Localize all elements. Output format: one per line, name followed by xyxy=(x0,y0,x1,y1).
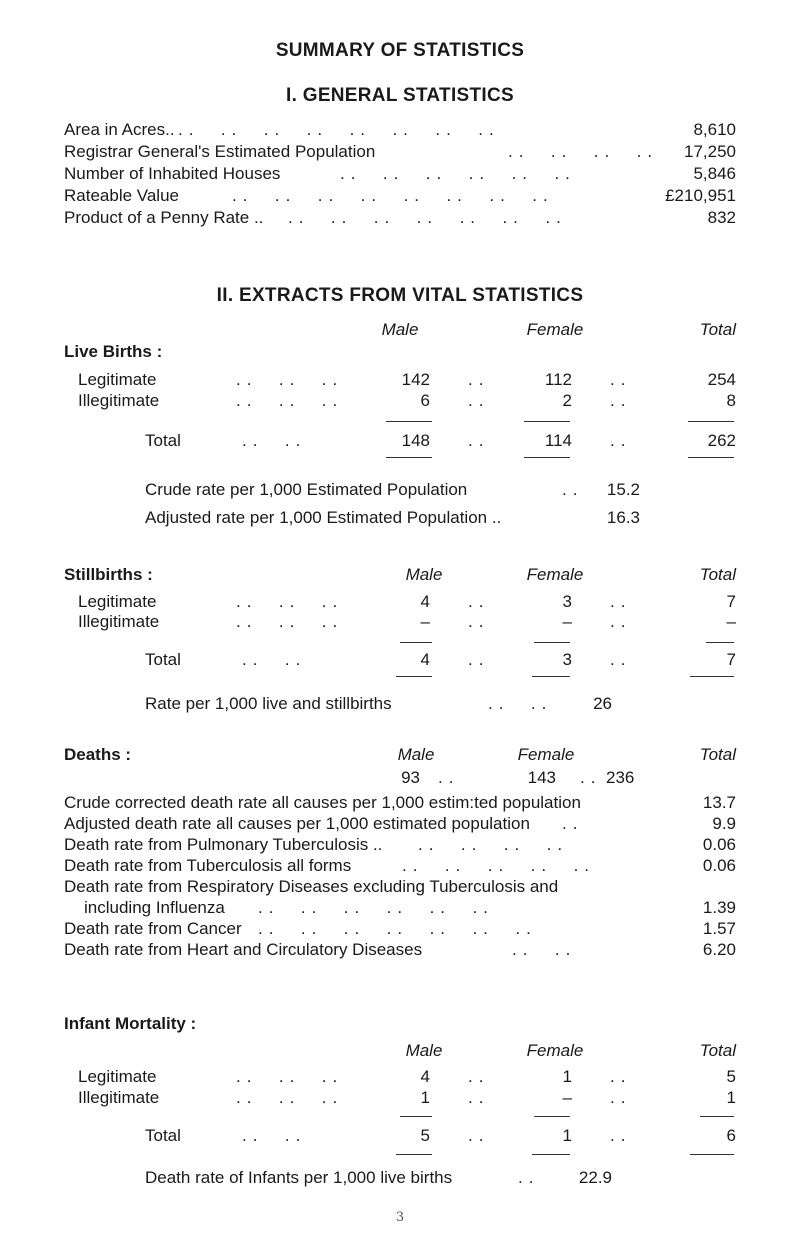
death-rate-value: 1.39 xyxy=(702,898,736,917)
sum-rule xyxy=(400,1116,432,1117)
deaths-male-value: 93 xyxy=(401,768,420,787)
adjusted-rate-label: Adjusted rate per 1,000 Estimated Population .. xyxy=(145,508,502,527)
deaths-total-value: 236 xyxy=(606,768,635,787)
column-header-total: Total xyxy=(699,745,736,764)
leader-dots: .. xyxy=(610,431,632,450)
sum-rule xyxy=(386,421,432,422)
death-rate-value: 9.9 xyxy=(712,814,736,833)
deaths-label: Deaths : xyxy=(64,745,132,764)
leader-dots: .. xyxy=(468,370,490,389)
death-rate-value: 0.06 xyxy=(702,835,736,854)
sum-rule xyxy=(690,676,734,677)
total-value: 8 xyxy=(726,391,736,410)
row-label: Total xyxy=(145,650,181,669)
sum-rule xyxy=(396,1154,432,1155)
leader-dots: .. .. .. xyxy=(236,612,344,631)
column-header-female: Female xyxy=(517,745,575,764)
leader-dots: .. .. .. xyxy=(236,370,344,389)
row-label: Illegitimate xyxy=(78,1088,160,1107)
page-title: SUMMARY OF STATISTICS xyxy=(275,40,525,61)
infant-mortality-label: Infant Mortality : xyxy=(64,1014,197,1033)
death-rate-label: Death rate from Respiratory Diseases excluding Tuberculosis and xyxy=(64,877,559,896)
sum-rule xyxy=(400,642,432,643)
male-value: 5 xyxy=(420,1126,430,1145)
female-value: 114 xyxy=(544,431,572,450)
leader-dots: .. xyxy=(518,1168,540,1187)
page-number: 3 xyxy=(395,1210,405,1225)
sum-rule xyxy=(396,676,432,677)
column-header-total: Total xyxy=(699,1041,736,1060)
leader-dots: .. .. xyxy=(488,694,553,713)
adjusted-rate-value: 16.3 xyxy=(606,508,640,527)
stillbirth-rate-label: Rate per 1,000 live and stillbirths xyxy=(145,694,392,713)
leader-dots: .. xyxy=(468,431,490,450)
sum-rule xyxy=(532,1154,570,1155)
female-value: – xyxy=(562,1088,572,1107)
male-value: 142 xyxy=(401,370,430,389)
male-value: 4 xyxy=(420,650,430,669)
row-label: Total xyxy=(145,1126,181,1145)
leader-dots: .. xyxy=(468,1126,490,1145)
total-value: 254 xyxy=(707,370,736,389)
general-heading: I. GENERAL STATISTICS xyxy=(286,85,514,106)
male-value: 1 xyxy=(420,1088,430,1107)
male-value: 148 xyxy=(401,431,430,450)
stillbirths-label: Stillbirths : xyxy=(64,565,153,584)
leader-dots: .. .. .. .. .. .. xyxy=(258,898,494,917)
total-value: 6 xyxy=(726,1126,736,1145)
sum-rule xyxy=(524,421,570,422)
column-header-male: Male xyxy=(405,1041,443,1060)
female-value: 3 xyxy=(562,650,572,669)
leader-dots: .. xyxy=(610,370,632,389)
leader-dots: .. .. .. xyxy=(236,592,344,611)
leader-dots: .. xyxy=(468,650,490,669)
column-header-male: Male xyxy=(405,565,443,584)
row-label: Legitimate xyxy=(78,370,157,389)
leader-dots: .. .. xyxy=(242,650,307,669)
leader-dots: .. .. .. xyxy=(236,1067,344,1086)
general-row-label: Registrar General's Estimated Population xyxy=(64,142,376,161)
male-value: 6 xyxy=(420,391,430,410)
leader-dots: .. xyxy=(610,650,632,669)
leader-dots: .. xyxy=(610,391,632,410)
leader-dots: .. .. .. .. .. .. .. .. xyxy=(232,186,554,205)
leader-dots: .. xyxy=(438,768,460,787)
infant-rate-label: Death rate of Infants per 1,000 live births xyxy=(145,1168,453,1187)
leader-dots: .. .. .. .. xyxy=(508,142,659,161)
leader-dots: .. .. .. .. .. .. xyxy=(340,164,576,183)
row-label: Legitimate xyxy=(78,1067,157,1086)
leader-dots: .. .. .. .. xyxy=(418,835,569,854)
female-value: – xyxy=(562,612,572,631)
leader-dots: .. .. xyxy=(512,940,577,959)
sum-rule xyxy=(706,642,734,643)
leader-dots: .. xyxy=(562,480,584,499)
death-rate-label: Adjusted death rate all causes per 1,000 estimated population xyxy=(64,814,530,833)
leader-dots: .. xyxy=(468,391,490,410)
live-births-label: Live Births : xyxy=(64,342,163,361)
total-value: 5 xyxy=(726,1067,736,1086)
stillbirth-rate-value: 26 xyxy=(593,694,612,713)
death-rate-value: 1.57 xyxy=(702,919,736,938)
leader-dots: .. .. xyxy=(242,431,307,450)
leader-dots: .. .. .. .. .. .. .. .. xyxy=(178,120,500,139)
column-header-male: Male xyxy=(397,745,435,764)
male-value: – xyxy=(420,612,430,631)
sum-rule xyxy=(534,1116,570,1117)
sum-rule xyxy=(524,457,570,458)
death-rate-label: Crude corrected death rate all causes per 1,000 estim:ted population xyxy=(64,793,581,812)
total-value: – xyxy=(726,612,736,631)
leader-dots: .. .. .. .. .. xyxy=(402,856,596,875)
death-rate-label: Death rate from Tuberculosis all forms xyxy=(64,856,352,875)
row-label: Illegitimate xyxy=(78,612,160,631)
death-rate-label: Death rate from Pulmonary Tuberculosis .. xyxy=(64,835,383,854)
leader-dots: .. xyxy=(468,1067,490,1086)
leader-dots: .. xyxy=(468,612,490,631)
row-label: Total xyxy=(145,431,181,450)
total-value: 7 xyxy=(726,592,736,611)
female-value: 1 xyxy=(562,1126,572,1145)
crude-rate-value: 15.2 xyxy=(606,480,640,499)
female-value: 3 xyxy=(562,592,572,611)
sum-rule xyxy=(690,1154,734,1155)
leader-dots: .. xyxy=(610,1088,632,1107)
infant-rate-value: 22.9 xyxy=(578,1168,612,1187)
general-row-value: 17,250 xyxy=(684,142,736,161)
general-row-value: 832 xyxy=(707,208,736,227)
leader-dots: .. xyxy=(610,612,632,631)
column-header-total: Total xyxy=(699,565,736,584)
sum-rule xyxy=(386,457,432,458)
sum-rule xyxy=(688,421,734,422)
leader-dots: .. xyxy=(610,1126,632,1145)
male-value: 4 xyxy=(420,1067,430,1086)
death-rate-label: including Influenza xyxy=(84,898,225,917)
death-rate-value: 6.20 xyxy=(702,940,736,959)
column-header-female: Female xyxy=(526,565,584,584)
general-row-value: 8,610 xyxy=(693,120,736,139)
female-value: 2 xyxy=(562,391,572,410)
female-value: 1 xyxy=(562,1067,572,1086)
leader-dots: .. xyxy=(580,768,602,787)
crude-rate-label: Crude rate per 1,000 Estimated Population xyxy=(145,480,468,499)
death-rate-label: Death rate from Cancer xyxy=(64,919,242,938)
sum-rule xyxy=(688,457,734,458)
sum-rule xyxy=(532,676,570,677)
general-row-label: Area in Acres.. xyxy=(64,120,175,139)
vital-heading: II. EXTRACTS FROM VITAL STATISTICS xyxy=(216,285,584,306)
general-row-value: 5,846 xyxy=(693,164,736,183)
deaths-female-value: 143 xyxy=(527,768,556,787)
row-label: Illegitimate xyxy=(78,391,160,410)
leader-dots: .. .. .. .. .. .. .. xyxy=(258,919,537,938)
death-rate-value: 13.7 xyxy=(702,793,736,812)
general-row-label: Product of a Penny Rate .. xyxy=(64,208,264,227)
total-value: 7 xyxy=(726,650,736,669)
death-rate-label: Death rate from Heart and Circulatory Diseases xyxy=(64,940,423,959)
sum-rule xyxy=(700,1116,734,1117)
leader-dots: .. .. .. xyxy=(236,1088,344,1107)
column-header-male: Male xyxy=(381,320,419,339)
leader-dots: .. .. xyxy=(242,1126,307,1145)
male-value: 4 xyxy=(420,592,430,611)
female-value: 112 xyxy=(544,370,572,389)
general-row-label: Rateable Value xyxy=(64,186,179,205)
leader-dots: .. xyxy=(562,814,584,833)
column-header-female: Female xyxy=(526,320,584,339)
column-header-female: Female xyxy=(526,1041,584,1060)
sum-rule xyxy=(534,642,570,643)
general-row-label: Number of Inhabited Houses xyxy=(64,164,281,183)
leader-dots: .. xyxy=(468,1088,490,1107)
death-rate-value: 0.06 xyxy=(702,856,736,875)
column-header-total: Total xyxy=(699,320,736,339)
total-value: 262 xyxy=(707,431,736,450)
leader-dots: .. .. .. .. .. .. .. xyxy=(288,208,567,227)
leader-dots: .. xyxy=(468,592,490,611)
leader-dots: .. xyxy=(610,1067,632,1086)
general-row-value: £210,951 xyxy=(665,186,736,205)
leader-dots: .. .. .. xyxy=(236,391,344,410)
total-value: 1 xyxy=(726,1088,736,1107)
row-label: Legitimate xyxy=(78,592,157,611)
leader-dots: .. xyxy=(610,592,632,611)
